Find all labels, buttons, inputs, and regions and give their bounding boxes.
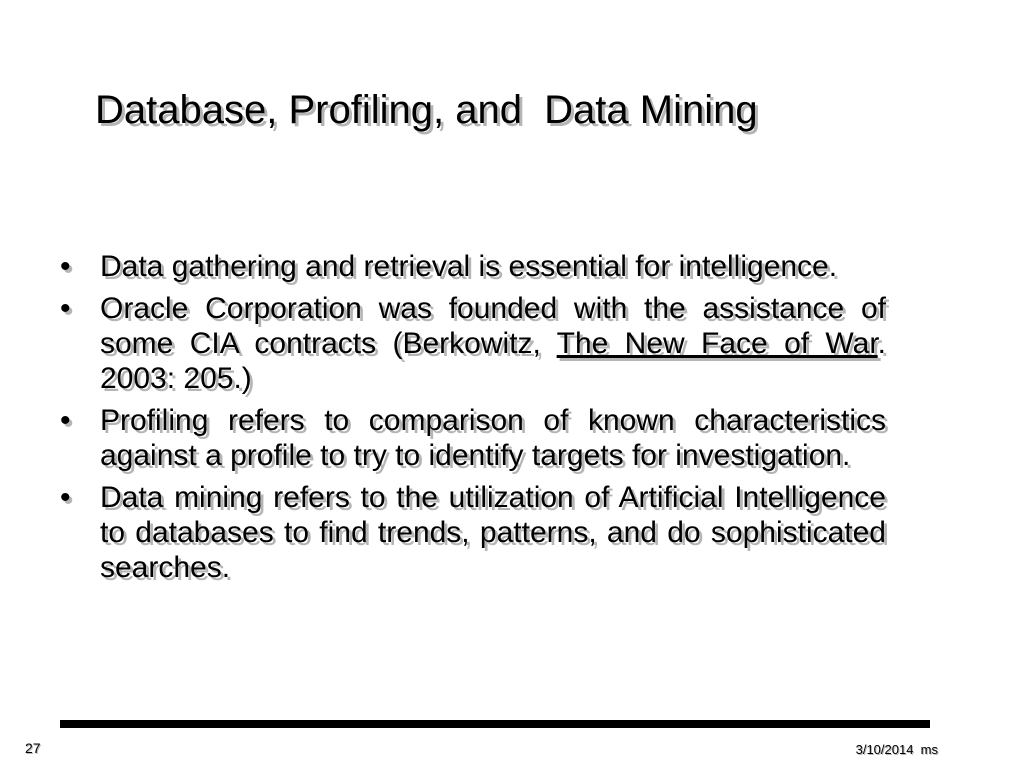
bullet-text: Data gathering and retrieval is essential for intelligence. bbox=[100, 250, 838, 283]
bullet-item-gathering bbox=[58, 249, 886, 284]
bullet-item-data-mining bbox=[58, 480, 886, 585]
bullet-item-profiling bbox=[58, 403, 886, 473]
footer-date: 3/10/2014 ms bbox=[855, 742, 938, 757]
bullet-text-start: Oracle Corporation was founded with the assistance of some CIA contracts (Berkowitz, bbox=[100, 292, 886, 360]
page-number: 27 bbox=[25, 740, 41, 756]
bullet-dot-icon: • bbox=[60, 250, 71, 283]
bullet-text: Profiling refers to comparison of known characteristics against a profile to try to identify targets for investigation. bbox=[100, 404, 886, 472]
footer-divider bbox=[60, 720, 930, 728]
book-title-link: The New Face of War bbox=[556, 327, 878, 360]
bullet-dot-icon: • bbox=[60, 481, 71, 514]
bullet-dot-icon: • bbox=[60, 404, 71, 437]
slide-title: Database, Profiling, and Data Mining bbox=[95, 88, 758, 132]
bullet-dot-icon: • bbox=[60, 292, 71, 325]
bullet-item-oracle bbox=[58, 291, 886, 396]
bullet-list bbox=[58, 249, 886, 592]
bullet-text: Data mining refers to the utilization of Artificial Intelligence to databases to find trends, patterns, and do sophisticated searches. bbox=[100, 481, 886, 584]
bullet-text-end: . 2003: 205.) bbox=[100, 327, 886, 395]
